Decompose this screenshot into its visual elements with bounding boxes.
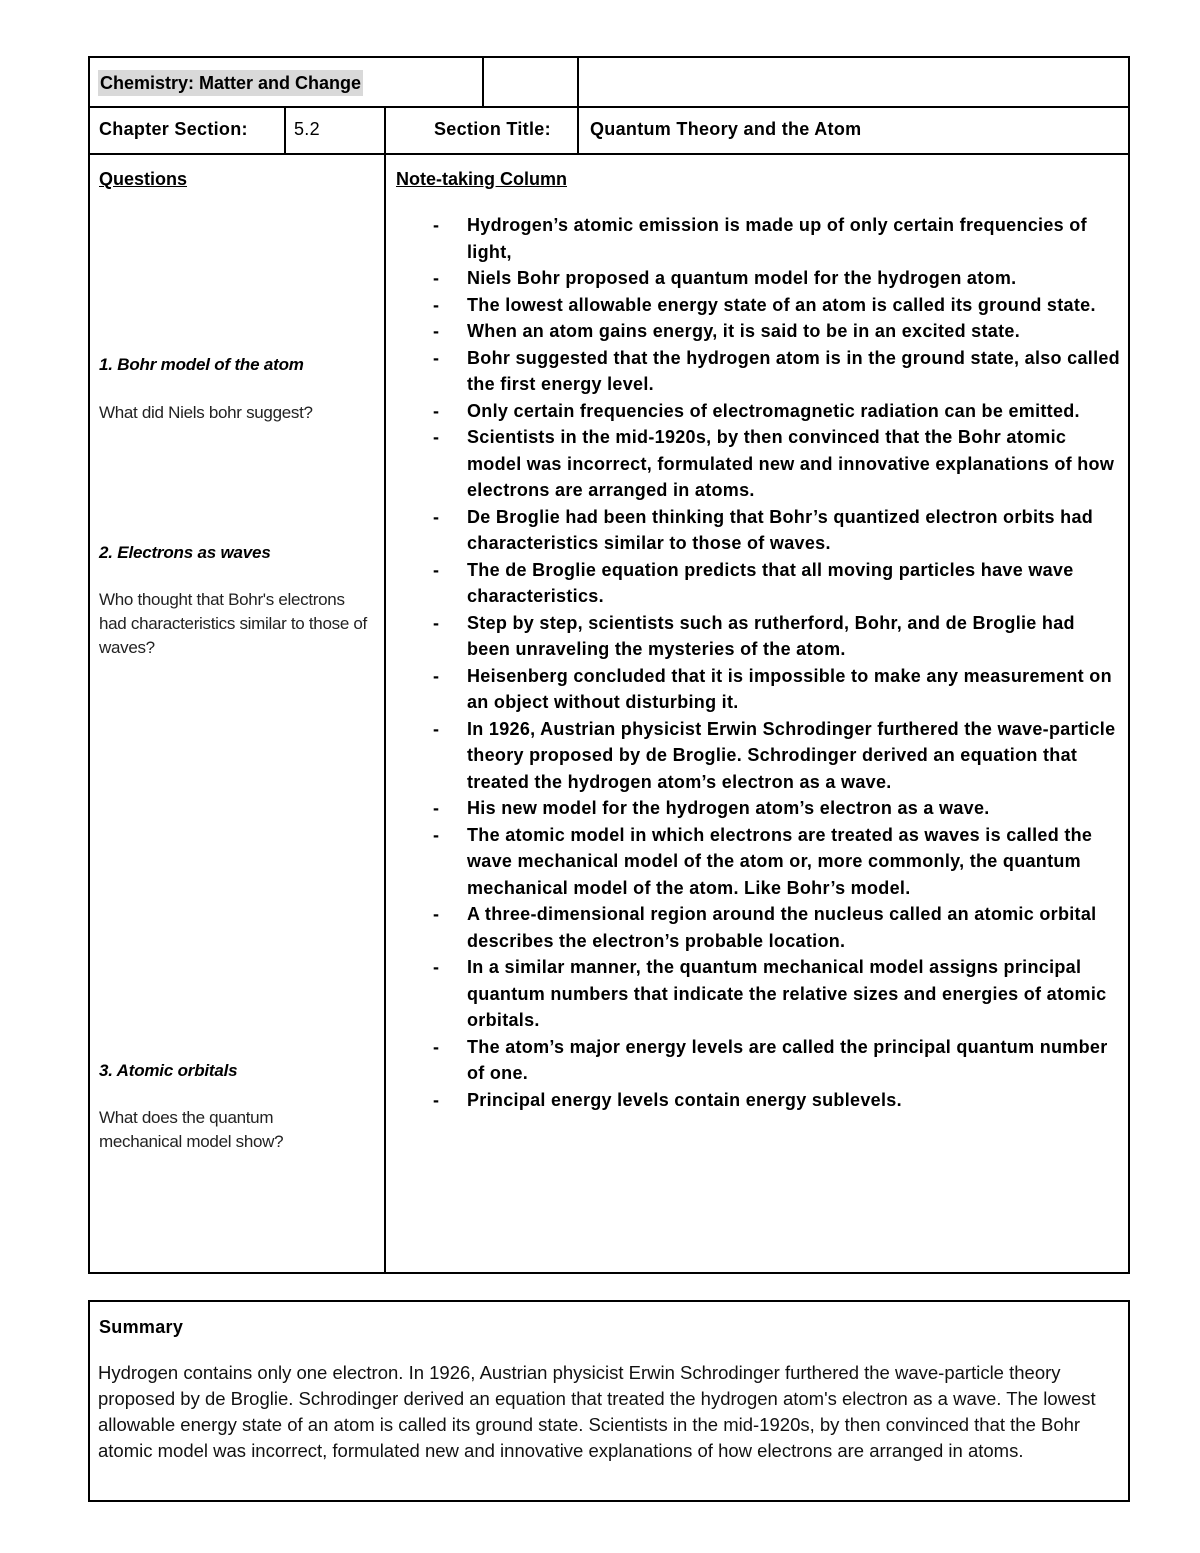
summary-heading: Summary	[99, 1317, 184, 1337]
note-item: - Scientists in the mid-1920s, by then convinced that the Bohr atomic model was incorrect, formulated new and innovative explanations of how electrons are arranged in atoms.	[430, 424, 1120, 504]
question-text-1: What did Niels bohr suggest?	[99, 403, 313, 422]
question-title-1: 1. Bohr model of the atom	[99, 355, 304, 374]
chapter-value-divider	[284, 106, 286, 155]
note-item: - When an atom gains energy, it is said to be in an excited state.	[430, 318, 1120, 345]
header-row-divider	[88, 106, 1130, 108]
note-item: - In 1926, Austrian physicist Erwin Schrodinger furthered the wave-particle theory proposed by de Broglie. Schrodinger derived an equation that treated the hydrogen atom’s electron as a wave.	[430, 716, 1120, 796]
note-item: - Hydrogen’s atomic emission is made up of only certain frequencies of light,	[430, 212, 1120, 265]
note-item: - De Broglie had been thinking that Bohr’s quantized electron orbits had characteristics similar to those of waves.	[430, 504, 1120, 557]
questions-heading: Questions	[99, 169, 188, 189]
note-item: - Bohr suggested that the hydrogen atom is in the ground state, also called the first energy level.	[430, 345, 1120, 398]
section-title-label: Section Title:	[434, 119, 551, 139]
note-item: - Step by step, scientists such as rutherford, Bohr, and de Broglie had been unraveling the mysteries of the atom.	[430, 610, 1120, 663]
header-col-divider-2	[577, 56, 579, 155]
summary-text: Hydrogen contains only one electron. In 1926, Austrian physicist Erwin Schrodinger furthered the wave-particle theory proposed by de Broglie. Schrodinger derived an equation that treated the hydrogen atom's electron as a wave. The lowest allowable energy state of an atom is called its ground state. Scientists in the mid-1920s, by then convinced that the Bohr atomic model was incorrect, formulated new and innovative explanations of how electrons are arranged in atoms.	[98, 1362, 1096, 1461]
note-item: - In a similar manner, the quantum mechanical model assigns principal quantum numbers that indicate the relative sizes and energies of atomic orbitals.	[430, 954, 1120, 1034]
question-title-3: 3. Atomic orbitals	[99, 1061, 238, 1080]
question-text-3: What does the quantum mechanical model show?	[99, 1108, 284, 1151]
question-text-2: Who thought that Bohr's electrons had characteristics similar to those of waves?	[99, 590, 367, 657]
chapter-section-label: Chapter Section:	[99, 119, 248, 139]
chapter-section-value: 5.2	[294, 119, 320, 139]
note-item: - His new model for the hydrogen atom’s electron as a wave.	[430, 795, 1120, 822]
section-title-value: Quantum Theory and the Atom	[590, 119, 862, 139]
main-column-divider	[384, 106, 386, 1274]
note-item: - Niels Bohr proposed a quantum model for the hydrogen atom.	[430, 265, 1120, 292]
note-item: - Only certain frequencies of electromagnetic radiation can be emitted.	[430, 398, 1120, 425]
note-item: - The atom’s major energy levels are called the principal quantum number of one.	[430, 1034, 1120, 1087]
header-bottom-divider	[88, 153, 1130, 155]
question-title-2: 2. Electrons as waves	[99, 543, 271, 562]
note-item: - The lowest allowable energy state of an atom is called its ground state.	[430, 292, 1120, 319]
notes-list	[430, 212, 1120, 1113]
note-item: - The atomic model in which electrons are treated as waves is called the wave mechanical model of the atom or, more commonly, the quantum mechanical model of the atom. Like Bohr’s model.	[430, 822, 1120, 902]
note-item: - The de Broglie equation predicts that all moving particles have wave characteristics.	[430, 557, 1120, 610]
note-item: - Principal energy levels contain energy sublevels.	[430, 1087, 1120, 1114]
note-item: - A three-dimensional region around the nucleus called an atomic orbital describes the electron’s probable location.	[430, 901, 1120, 954]
header-col-divider-1	[482, 56, 484, 108]
course-title: Chemistry: Matter and Change	[98, 70, 363, 96]
notes-heading: Note-taking Column	[396, 169, 567, 189]
note-item: - Heisenberg concluded that it is impossible to make any measurement on an object without disturbing it.	[430, 663, 1120, 716]
